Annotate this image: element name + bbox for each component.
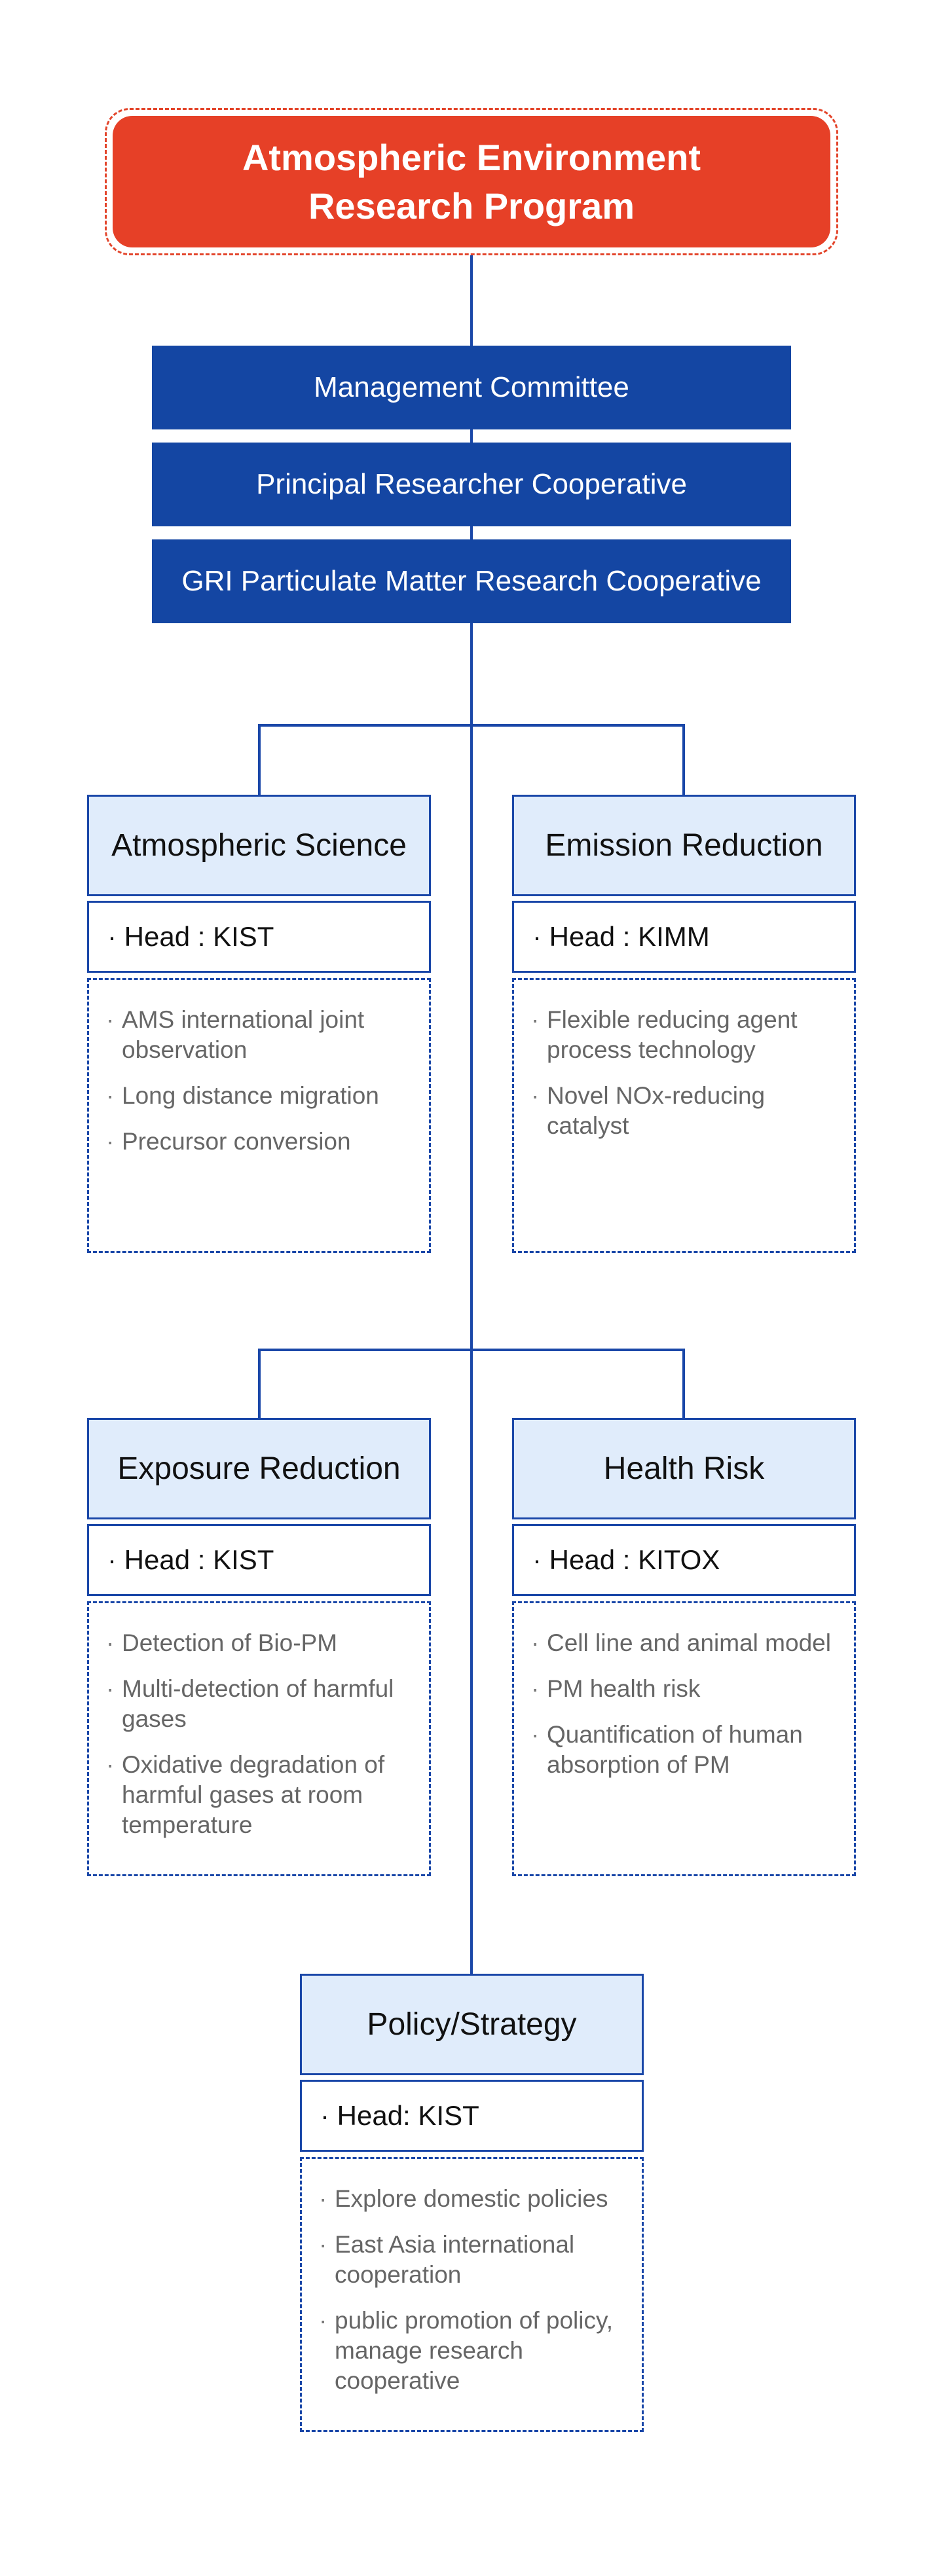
connector-branch-1-right	[682, 724, 685, 796]
group-title-emission-reduction: Emission Reduction	[512, 795, 856, 896]
list-item: · Long distance migration	[106, 1081, 418, 1111]
group-title-exposure-reduction: Exposure Reduction	[87, 1418, 431, 1519]
connector-branch-2-left	[258, 1349, 261, 1419]
gri-pm-cooperative-bar: GRI Particulate Matter Research Cooperative	[152, 539, 791, 623]
group-head-atmospheric-science: · Head : KIST	[87, 901, 431, 973]
program-title-line2: Research Program	[308, 185, 635, 227]
principal-researcher-bar: Principal Researcher Cooperative	[152, 443, 791, 526]
group-list-exposure-reduction	[87, 1601, 431, 1876]
connector-branch-2-horizontal	[258, 1349, 685, 1351]
group-list-policy-strategy	[300, 2157, 644, 2432]
connector-branch-1-left	[258, 724, 261, 796]
list-item: · Multi-detection of harmful gases	[106, 1674, 418, 1734]
connector-branch-2-right	[682, 1349, 685, 1419]
group-head-policy-strategy: · Head: KIST	[300, 2080, 644, 2152]
list-item: · Explore domestic policies	[319, 2184, 631, 2214]
program-title-box	[113, 116, 830, 247]
management-committee-bar: Management Committee	[152, 346, 791, 429]
connector-branch-1-horizontal	[258, 724, 685, 727]
list-item: · Precursor conversion	[106, 1127, 418, 1157]
program-title-line1: Atmospheric Environment	[242, 136, 701, 178]
group-title-atmospheric-science: Atmospheric Science	[87, 795, 431, 896]
group-list-emission-reduction	[512, 978, 856, 1253]
list-item: · Flexible reducing agent process technology	[531, 1005, 843, 1065]
list-item: · Quantification of human absorption of PM	[531, 1720, 843, 1780]
group-head-exposure-reduction: · Head : KIST	[87, 1524, 431, 1596]
group-list-health-risk	[512, 1601, 856, 1876]
group-head-health-risk: · Head : KITOX	[512, 1524, 856, 1596]
list-item: · public promotion of policy, manage research cooperative	[319, 2306, 631, 2396]
list-item: · Novel NOx-reducing catalyst	[531, 1081, 843, 1141]
list-item: · Oxidative degradation of harmful gases at room temperature	[106, 1750, 418, 1840]
group-list-atmospheric-science	[87, 978, 431, 1253]
list-item: · AMS international joint observation	[106, 1005, 418, 1065]
group-title-policy-strategy: Policy/Strategy	[300, 1974, 644, 2075]
list-item: · PM health risk	[531, 1674, 843, 1704]
group-title-health-risk: Health Risk	[512, 1418, 856, 1519]
list-item: · East Asia international cooperation	[319, 2230, 631, 2290]
list-item: · Cell line and animal model	[531, 1628, 843, 1658]
list-item: · Detection of Bio-PM	[106, 1628, 418, 1658]
group-head-emission-reduction: · Head : KIMM	[512, 901, 856, 973]
